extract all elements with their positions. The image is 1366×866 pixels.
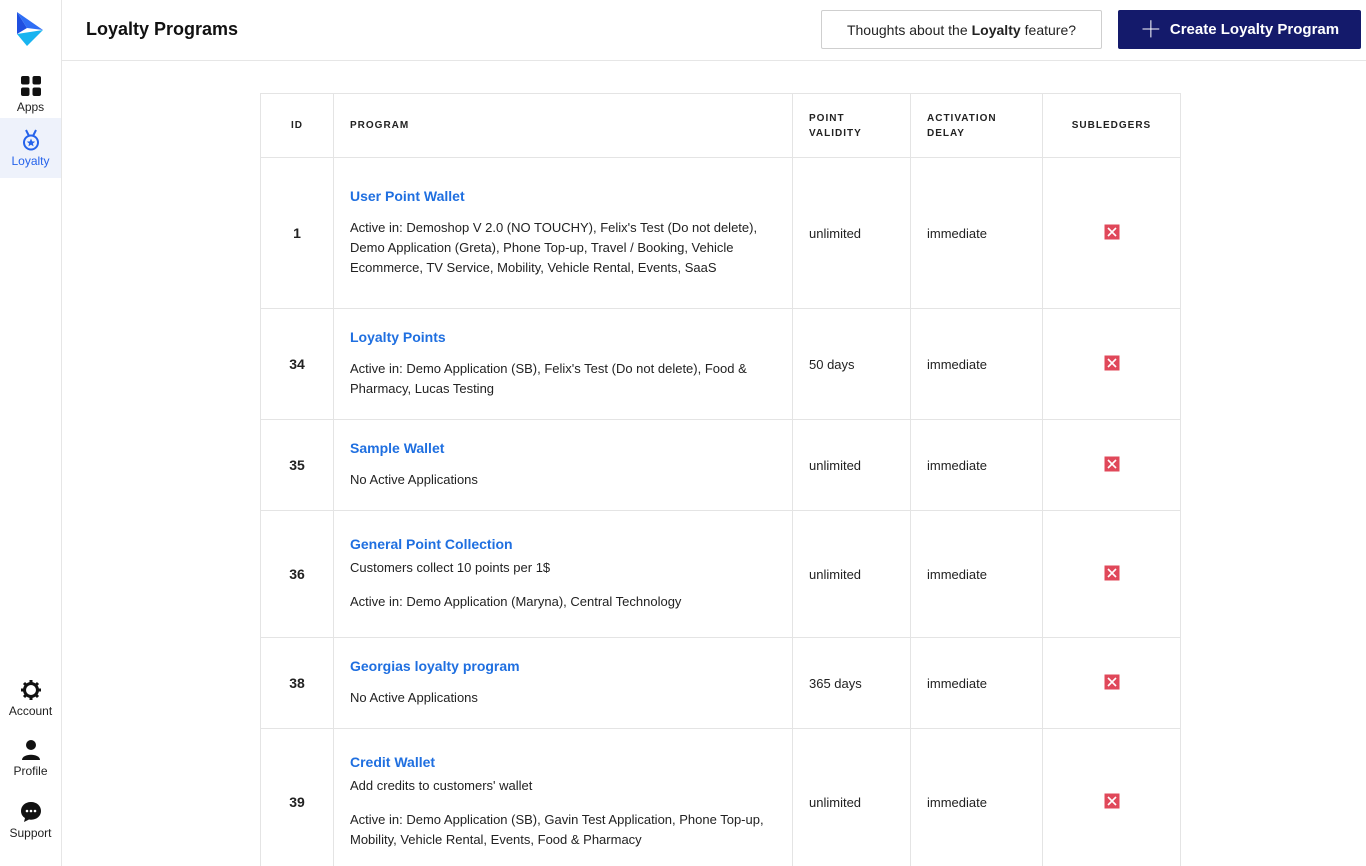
subledgers-cell — [1043, 420, 1181, 511]
sidebar-item-apps[interactable] — [0, 64, 61, 124]
program-active-in: No Active Applications — [350, 472, 478, 487]
program-active-in: Active in: Demo Application (SB), Felix's Test (Do not delete), Food & Pharmacy, Lucas Testing — [350, 361, 747, 396]
program-name-link[interactable]: General Point Collection — [350, 536, 513, 552]
table-row[interactable] — [261, 638, 1181, 729]
disabled-x-icon — [1104, 565, 1120, 581]
chat-bubble-icon — [20, 801, 42, 823]
feedback-suffix: feature? — [1024, 21, 1077, 38]
header-line: DELAY — [927, 127, 965, 139]
sidebar-item-support[interactable] — [0, 790, 61, 850]
program-cell — [334, 158, 793, 309]
activation-delay: immediate — [911, 309, 1043, 420]
feedback-prefix: Thoughts about the — [846, 21, 968, 38]
sidebar-item-loyalty[interactable] — [0, 118, 61, 178]
subledgers-cell — [1043, 158, 1181, 309]
point-validity: unlimited — [793, 729, 911, 866]
loyalty-medal-icon — [20, 129, 42, 151]
disabled-x-icon — [1104, 793, 1120, 809]
program-id: 36 — [261, 511, 334, 638]
program-description: Customers collect 10 points per 1$ — [350, 560, 551, 575]
table-row[interactable] — [261, 420, 1181, 511]
program-description: Add credits to customers' wallet — [350, 778, 533, 793]
table-row[interactable] — [261, 511, 1181, 638]
program-cell — [334, 309, 793, 420]
brand-logo-icon[interactable] — [15, 12, 45, 46]
program-name-link[interactable]: Loyalty Points — [350, 329, 446, 345]
activation-delay: immediate — [911, 158, 1043, 309]
create-button-label: Create Loyalty Program — [1169, 21, 1340, 38]
table-row[interactable] — [261, 729, 1181, 866]
header-line: ACTIVATION — [927, 112, 997, 124]
point-validity: 50 days — [793, 309, 911, 420]
program-id: 34 — [261, 309, 334, 420]
table-header-row — [261, 94, 1181, 158]
program-active-in: No Active Applications — [350, 690, 478, 705]
program-active-in: Active in: Demo Application (SB), Gavin Test Application, Phone Top-up, Mobility, Vehicle Rental, Events, Food & Pharmacy — [350, 812, 764, 847]
disabled-x-icon — [1104, 355, 1120, 371]
disabled-x-icon — [1104, 456, 1120, 472]
apps-grid-icon — [20, 75, 42, 97]
gear-icon — [20, 679, 42, 701]
subledgers-cell — [1043, 511, 1181, 638]
table-row[interactable] — [261, 158, 1181, 309]
activation-delay: immediate — [911, 420, 1043, 511]
activation-delay: immediate — [911, 638, 1043, 729]
program-id: 38 — [261, 638, 334, 729]
programs-table — [260, 93, 1181, 866]
feedback-button[interactable] — [821, 10, 1102, 49]
subledgers-cell — [1043, 638, 1181, 729]
program-id: 1 — [261, 158, 334, 309]
column-header-activation-delay — [911, 94, 1043, 158]
program-id: 39 — [261, 729, 334, 866]
sidebar-item-label: Account — [8, 703, 53, 718]
column-header-program: PROGRAM — [334, 94, 793, 158]
column-header-subledgers: SUBLEDGERS — [1043, 94, 1181, 158]
program-cell — [334, 638, 793, 729]
point-validity: unlimited — [793, 158, 911, 309]
top-header — [62, 0, 1366, 61]
point-validity: 365 days — [793, 638, 911, 729]
table-row[interactable] — [261, 309, 1181, 420]
sidebar — [0, 0, 62, 866]
subledgers-cell — [1043, 729, 1181, 866]
program-name-link[interactable]: Sample Wallet — [350, 440, 445, 456]
sidebar-item-label: Support — [9, 825, 52, 840]
program-cell — [334, 511, 793, 638]
column-header-id: ID — [261, 94, 334, 158]
disabled-x-icon — [1104, 674, 1120, 690]
page-title: Loyalty Programs — [86, 19, 239, 39]
sidebar-item-label: Loyalty — [11, 153, 50, 168]
activation-delay: immediate — [911, 729, 1043, 866]
sidebar-item-account[interactable] — [0, 668, 61, 728]
plus-icon: ＋ — [1139, 16, 1162, 42]
header-line: POINT — [809, 112, 845, 124]
program-name-link[interactable]: Georgias loyalty program — [350, 658, 520, 674]
program-active-in: Active in: Demo Application (Maryna), Central Technology — [350, 594, 682, 609]
feedback-feature-name: Loyalty — [971, 21, 1021, 38]
sidebar-item-label: Profile — [13, 763, 48, 778]
user-icon — [20, 739, 42, 761]
program-name-link[interactable]: Credit Wallet — [350, 754, 436, 770]
column-header-point-validity — [793, 94, 911, 158]
point-validity: unlimited — [793, 511, 911, 638]
activation-delay: immediate — [911, 511, 1043, 638]
sidebar-item-profile[interactable] — [0, 728, 61, 788]
header-line: VALIDITY — [809, 127, 862, 139]
point-validity: unlimited — [793, 420, 911, 511]
programs-table-container — [260, 93, 1180, 866]
program-name-link[interactable]: User Point Wallet — [350, 188, 465, 204]
sidebar-item-label: Apps — [16, 99, 45, 114]
create-loyalty-program-button[interactable] — [1118, 10, 1361, 49]
program-cell — [334, 729, 793, 866]
subledgers-cell — [1043, 309, 1181, 420]
disabled-x-icon — [1104, 224, 1120, 240]
program-active-in: Active in: Demoshop V 2.0 (NO TOUCHY), Felix's Test (Do not delete), Demo Application (Greta), Phone Top-up, Travel / Booking, Vehicle Ecommerce, TV Service, Mobility, Vehicle Rental, Events, SaaS — [350, 220, 758, 275]
program-id: 35 — [261, 420, 334, 511]
program-cell — [334, 420, 793, 511]
